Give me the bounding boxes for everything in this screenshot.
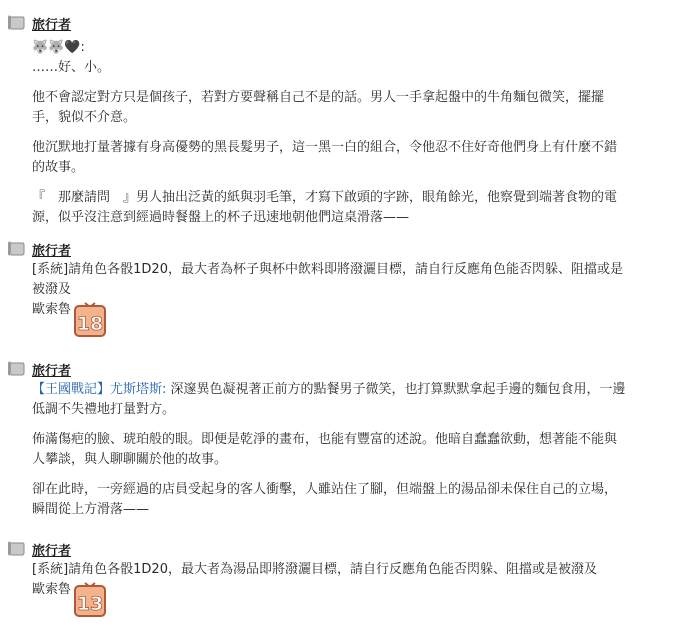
dice-result [73,580,107,618]
message-body [32,38,665,228]
dice-value: 18 [76,313,104,335]
paragraph-line: 他不會認定對方只是個孩子，若對方要聲稱自己不是的話。男人一手拿起盤中的牛角麵包微笑，擺擺 [32,90,605,105]
emoji-line: 🐺🐺🖤: [32,40,85,55]
avatar[interactable] [6,240,26,258]
avatar[interactable] [6,540,26,558]
system-text: 被潑及 [32,282,72,297]
author-name[interactable]: 旅行者 [32,244,72,259]
message-text: ……好、小。 [32,60,111,75]
paragraph-line: 他沉默地打量著據有身高優勢的黑長髮男子，這一黑一白的組合，令他忍不住好奇他們身上有什麼不錯 [32,140,618,155]
avatar[interactable] [6,14,26,32]
scroll-icon [6,540,26,558]
message-body [32,380,665,520]
message-body [32,560,665,600]
author-name[interactable]: 旅行者 [32,364,72,379]
avatar[interactable] [6,360,26,378]
paragraph-line: 的故事。 [32,160,85,175]
author-name[interactable]: 旅行者 [32,18,72,33]
character-tag[interactable]: 【王國戰記】尤斯塔斯: [32,382,167,397]
message-first-line [32,380,665,400]
paragraph-line: 佈滿傷疤的臉、琥珀般的眼。即便是乾淨的畫布，也能有豐富的述說。他暗自蠢蠢欲動，想著能不能與 [32,432,618,447]
system-text: [系統]請角色各骰1D20，最大者為湯品即將潑灑目標，請自行反應角色能否閃躲、阻擋或是被潑及 [32,562,597,577]
scroll-icon [6,240,26,258]
paragraph-line: 卻在此時，一旁經過的店員受起身的客人衝擊，人雖站住了腳，但端盤上的湯品卻未保住自己的立場， [32,482,618,497]
author-name[interactable]: 旅行者 [32,544,72,559]
character-name: 歐索魯 [32,302,72,317]
scroll-icon [6,14,26,32]
dice-value: 13 [76,593,104,615]
character-name: 歐索魯 [32,582,72,597]
paragraph-line: 手，貌似不介意。 [32,110,137,125]
dice-badge-icon [73,580,107,618]
dice-badge-icon [73,300,107,338]
paragraph-line: 人攀談，與人聊聊關於他的故事。 [32,452,228,467]
scroll-icon [6,360,26,378]
paragraph-line: 『 那麼請問 』男人抽出泛黃的紙與羽毛筆，才寫下啟頭的字跡，眼角餘光，他察覺到端著食物的電 [32,190,618,205]
system-text: [系統]請角色各骰1D20，最大者為杯子與杯中飲料即將潑灑目標，請自行反應角色能否閃躲、阻擋或是 [32,262,623,277]
message-text: 深邃異色凝視著正前方的點餐男子微笑，也打算默默拿起手邊的麵包食用，一邊 [166,382,626,397]
paragraph-line: 瞬間從上方滑落—— [32,502,150,517]
paragraph-line: 源，似乎沒注意到經過時餐盤上的杯子迅速地朝他們這桌滑落—— [32,210,410,225]
message-text: 低調不失禮地打量對方。 [32,402,176,417]
dice-result [73,300,107,338]
message-body [32,260,665,320]
